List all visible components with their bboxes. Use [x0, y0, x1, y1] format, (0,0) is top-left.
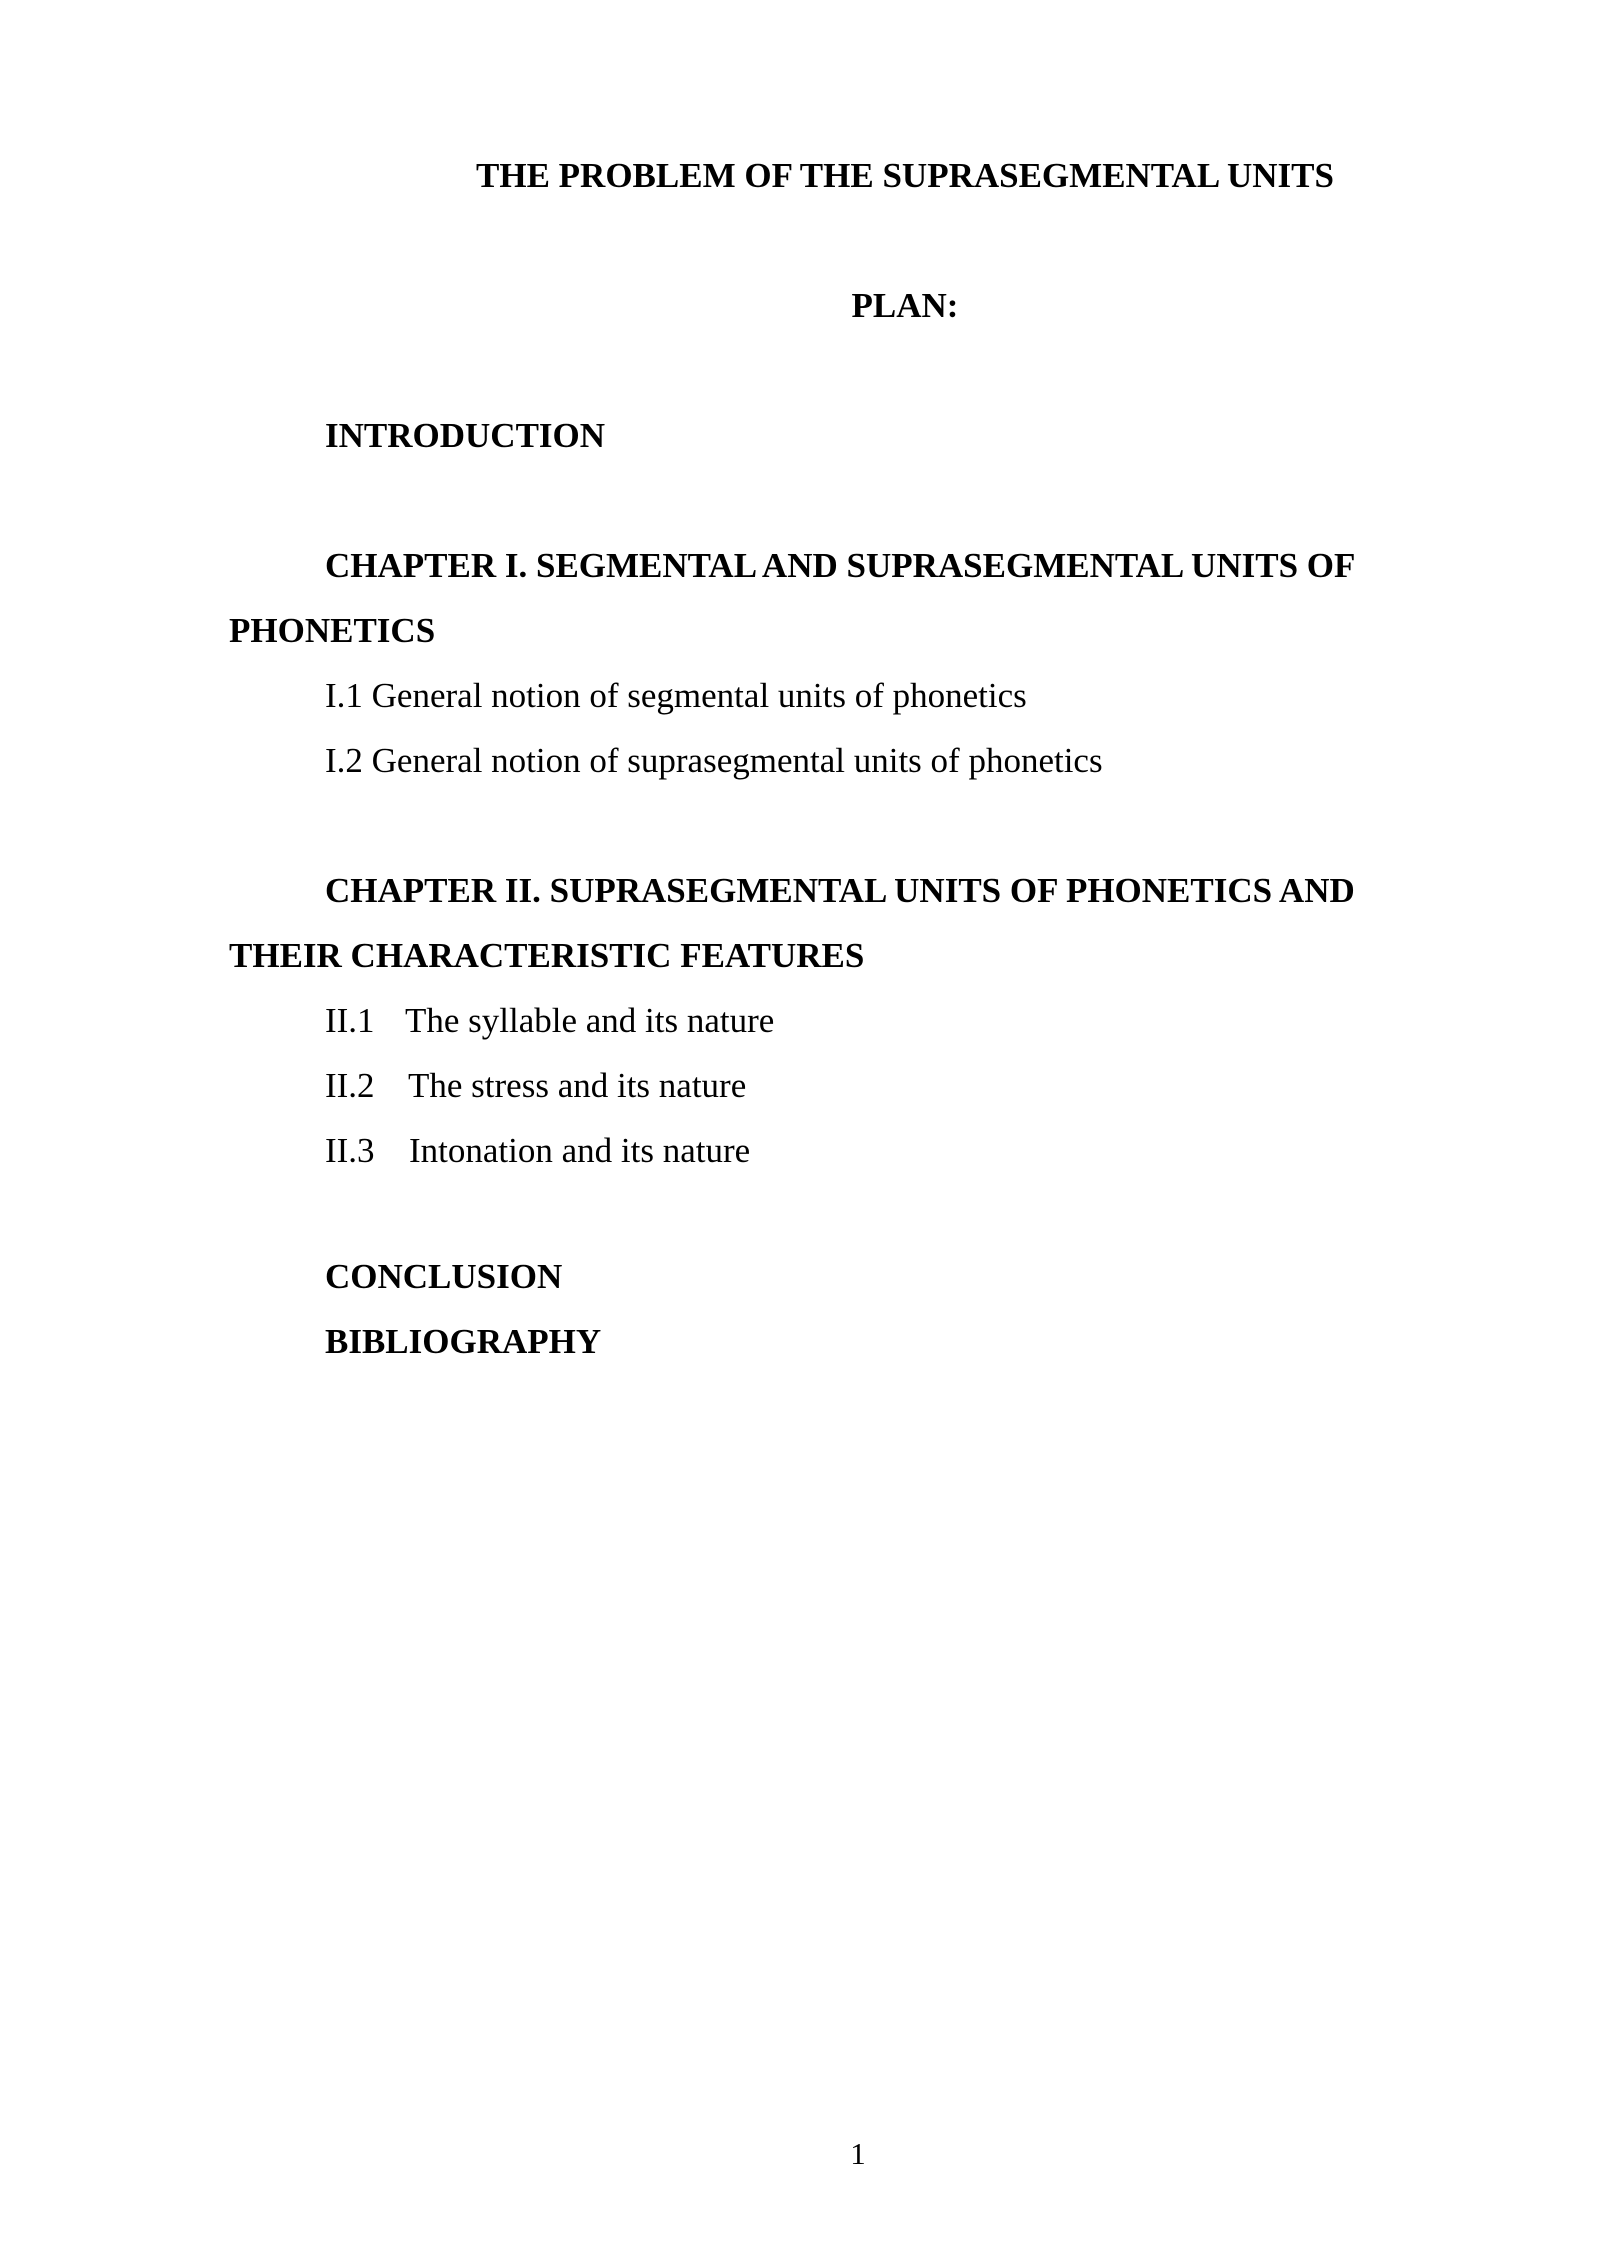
plan-item-introduction: INTRODUCTION [325, 416, 606, 455]
chapter2-heading-line2: THEIR CHARACTERISTIC FEATURES [229, 936, 865, 975]
chapter1-heading-line1: CHAPTER I. SEGMENTAL AND SUPRASEGMENTAL UNITS OF [325, 546, 1356, 585]
plan-item-conclusion: CONCLUSION [325, 1257, 563, 1296]
chapter2-item-number: II.3 [325, 1131, 375, 1170]
page-number: 1 [850, 2136, 866, 2171]
chapter2-item-number: II.2 [325, 1066, 375, 1105]
plan-heading: PLAN: [851, 286, 959, 325]
plan-item-bibliography: BIBLIOGRAPHY [325, 1322, 602, 1361]
chapter2-item-text: The syllable and its nature [405, 1001, 775, 1040]
chapter2-item-3 [325, 1131, 750, 1171]
chapter2-item-number: II.1 [325, 1001, 375, 1040]
chapter2-item-1 [325, 1001, 774, 1041]
chapter2-item-2 [325, 1066, 746, 1106]
chapter1-heading-line2: PHONETICS [229, 611, 436, 650]
chapter2-item-text: Intonation and its nature [409, 1131, 751, 1170]
chapter2-heading-line1: CHAPTER II. SUPRASEGMENTAL UNITS OF PHONETICS AND [325, 871, 1355, 910]
chapter2-item-text: The stress and its nature [408, 1066, 747, 1105]
chapter1-item-1: I.1 General notion of segmental units of phonetics [325, 676, 1027, 715]
document-title: THE PROBLEM OF THE SUPRASEGMENTAL UNITS [476, 156, 1334, 195]
chapter1-item-2: I.2 General notion of suprasegmental units of phonetics [325, 741, 1103, 780]
